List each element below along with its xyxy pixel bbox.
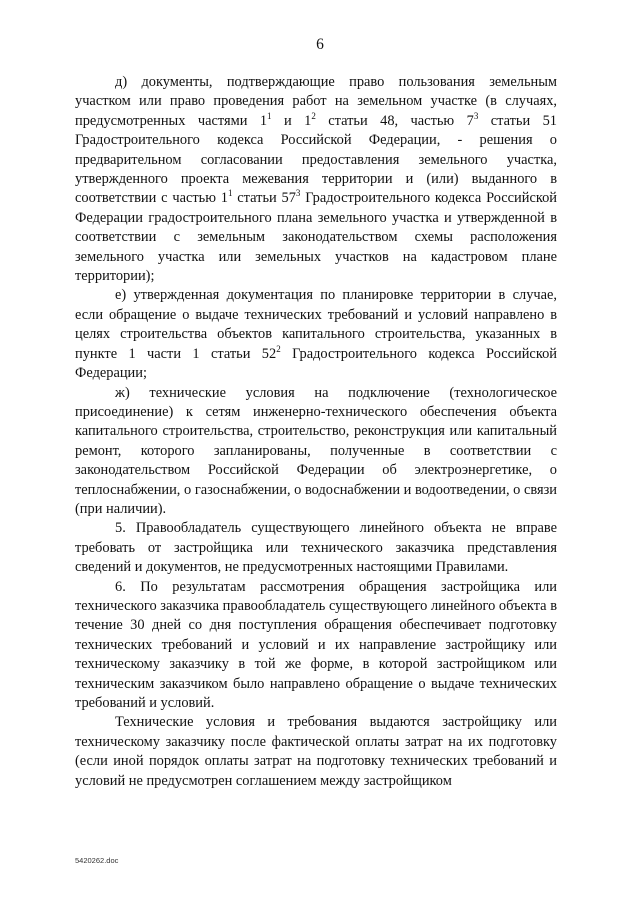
superscript: 1 <box>267 111 272 122</box>
paragraph-text: статьи 57 <box>232 190 296 207</box>
paragraph-text: Технические условия и требования выдаются застройщику или техническому заказчику после фактической оплаты затрат на их подготовку (если иной порядок оплаты затрат на подготовку технических требований и условий не предусмотрен соглашением между застройщиком <box>75 714 557 789</box>
superscript: 3 <box>295 188 301 199</box>
paragraph-text: ж) технические условия на подключение (технологическое присоединение) к сетям инженерно-технического обеспечения объекта капитального строительства, строительство, реконструкция или капитальный ремонт, которого запланированы, полученные в соответствии с законодательством Российской Федерации об электроэнергетике, о теплоснабжении, о газоснабжении, о водоснабжении и водоотведении, о связи (при наличии). <box>75 384 557 517</box>
paragraph-text: и 1 <box>271 112 312 129</box>
file-name-footer: 5420262.doc <box>75 856 119 865</box>
document-body <box>75 73 557 791</box>
paragraph-5 <box>75 578 557 714</box>
paragraph-text: статьи 51 Градостроительного кодекса Российской Федерации, - решения о предварительном согласовании предоставления земельного участка, утвержденного проекта межевания территории и (или) выданного в соответствии с частью 1 <box>75 112 558 207</box>
paragraph-text: Градостроительного кодекса Российской Федерации; <box>75 345 557 382</box>
paragraph-3 <box>75 384 557 520</box>
paragraph-text: статьи 48, частью 7 <box>315 112 474 129</box>
superscript: 3 <box>473 111 479 122</box>
superscript: 2 <box>276 343 281 354</box>
paragraph-text: Градостроительного кодекса Российской Федерации градостроительного плана земельного участка и утвержденной в соответствии с земельным законодательством схемы расположения земельного участка или земельных участков на кадастровом плане территории); <box>75 190 557 285</box>
superscript: 2 <box>311 111 316 122</box>
paragraph-text: 5. Правообладатель существующего линейного объекта не вправе требовать от застройщика или технического заказчика представления сведений и документов, не предусмотренных настоящими Правилами. <box>75 520 557 576</box>
paragraph-text: 6. По результатам рассмотрения обращения застройщика или технического заказчика правообладатель существующего линейного объекта в течение 30 дней со дня поступления обращения обеспечивает подготовку технических требований и условий и их направление застройщику или техническому заказчику в той же форме, в которой застройщиком или техническим заказчиком было направлено обращение о выдаче технических требований и условий. <box>75 578 557 711</box>
paragraph-text: е) утвержденная документация по планировке территории в случае, если обращение о выдаче технических требований и условий направлено в целях строительства объектов капитального строительства, указанных в пункте 1 части 1 статьи 52 <box>75 287 557 362</box>
paragraph-6 <box>75 713 557 791</box>
page-number: 6 <box>316 36 324 53</box>
paragraph-text: д) документы, подтверждающие право пользования земельным участком или право проведения работ на земельном участке (в случаях, предусмотренных частями 1 <box>75 74 557 129</box>
paragraph-4 <box>75 519 557 577</box>
paragraph-2 <box>75 286 557 383</box>
paragraph-1 <box>75 73 557 286</box>
superscript: 1 <box>227 188 233 199</box>
